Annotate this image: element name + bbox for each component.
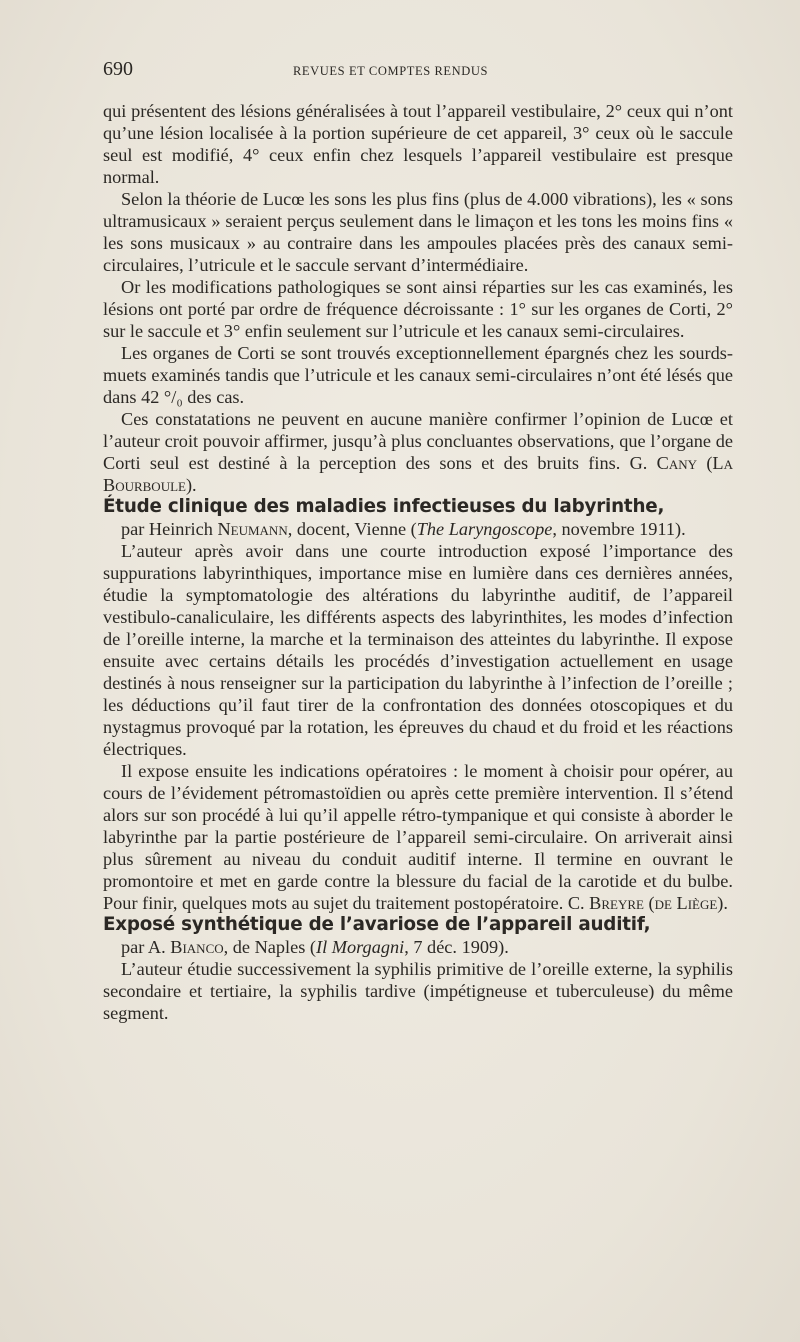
paragraph-conclusion (103, 408, 733, 496)
paragraph-corti-organs: Les organes de Corti se sont trouvés exceptionnellement épargnés chez les sourds-muets examinés tandis que l’utricule et les canaux semi-circulaires n’ont été lésés que dans 42 °/₀ des cas. (103, 343, 733, 407)
review-title: Exposé synthétique de l’avariose de l’appareil auditif, (103, 914, 651, 935)
review-title: Étude clinique des maladies infectieuses du labyrinthe, (103, 496, 665, 517)
review-author: Neumann (217, 519, 288, 539)
review-bianco (103, 914, 733, 1024)
review-journal: Il Morgagni (316, 937, 405, 957)
page-number: 690 (103, 58, 133, 80)
byline-prefix: par A. (121, 937, 166, 957)
byline-suffix: , 7 déc. 1909). (404, 937, 509, 957)
paragraph-lesions: Or les modifications pathologiques se sont ainsi réparties sur les cas examinés, les lésions ont porté par ordre de fréquence décroissante : 1° sur les organes de Corti, 2° sur le saccule et 3° enfin seulement sur l’utricule et les canaux semi-circulaires. (103, 277, 733, 341)
byline-middle: , de Naples ( (223, 937, 317, 957)
review-paragraph: L’auteur après avoir dans une courte introduction exposé l’importance des suppurations labyrinthiques, importance mise en lumière dans ces dernières années, étudie la symptomatologie des altérations du labyrinthe auditif, de l’appareil vestibulo-canaliculaire, les différents aspects des labyrinthites, les modes d’infection de l’oreille interne, la marche et la terminaison des atteintes du labyrinthe. Il expose ensuite avec certains détails les procédés d’investigation actuellement en usage destinés à nous renseigner sur la participation du labyrinthe à l’infection de l’oreille ; les déductions qu’il faut tirer de la confrontation des données otoscopiques et du nystagmus provoqué par la rotation, les épreuves du chaud et du froid et les réactions électriques. (103, 541, 733, 759)
review-paragraph (103, 760, 733, 914)
page-body (103, 100, 733, 1024)
byline-suffix: , novembre 1911). (552, 519, 686, 539)
review-paragraph-text: Il expose ensuite les indications opératoires : le moment à choisir pour opérer, au cours de l’évidement pétromastoïdien ou après cette première intervention. Il s’étend alors sur son procédé à lui qu’il appelle rétro-tympanique et qui consiste à aborder le labyrinthe par la partie postérieure de l’appareil semi-circulaire. On arriverait ainsi plus sûrement au niveau du conduit auditif interne. Il termine en ouvrant le promontoire et met en garde contre la blessure du facial de la carotide et du bulbe. Pour finir, quelques mots au sujet du traitement postopératoire. (103, 761, 733, 913)
review-paragraph: L’auteur étudie successivement la syphilis primitive de l’oreille externe, la syphilis secondaire et tertiaire, la syphilis tardive (impétigneuse et tuberculeuse) du même segment. (103, 959, 733, 1023)
paragraph-conclusion-text: Ces constatations ne peuvent en aucune manière confirmer l’opinion de Lucœ et l’auteur croit pouvoir affirmer, jusqu’à plus concluantes observations, que l’organe de Corti seul est destiné à la perception des sons et des bruits fins. (103, 409, 733, 473)
paragraph-continued: qui présentent des lésions généralisées à tout l’appareil vestibulaire, 2° ceux qui n’ont qu’une lésion localisée à la portion supérieure de cet appareil, 3° ceux où le saccule seul est modifié, 4° ceux enfin chez lesquels l’appareil vestibulaire est presque normal. (103, 101, 733, 187)
reviewer-signature: G. Cany (La Bourboule). (103, 453, 733, 495)
page-header (103, 58, 733, 88)
review-author: Bianco (170, 937, 224, 957)
byline-middle: , docent, Vienne ( (287, 519, 417, 539)
review-byline (121, 936, 733, 958)
review-journal: The Laryngoscope (416, 519, 553, 539)
review-byline (121, 518, 733, 540)
byline-prefix: par Heinrich (121, 519, 213, 539)
review-neumann (103, 496, 733, 914)
running-head: REVUES ET COMPTES RENDUS (293, 64, 489, 78)
reviewer-signature: C. Breyre (de Liège). (567, 893, 728, 913)
paragraph-lucae-theory: Selon la théorie de Lucœ les sons les plus fins (plus de 4.000 vibrations), les « sons ultramusicaux » seraient perçus seulement dans le limaçon et les tons les moins fins « les sons musicaux » au contraire dans les ampoules placées près des canaux semi-circulaires, l’utricule et le saccule servant d’intermédiaire. (103, 189, 733, 275)
